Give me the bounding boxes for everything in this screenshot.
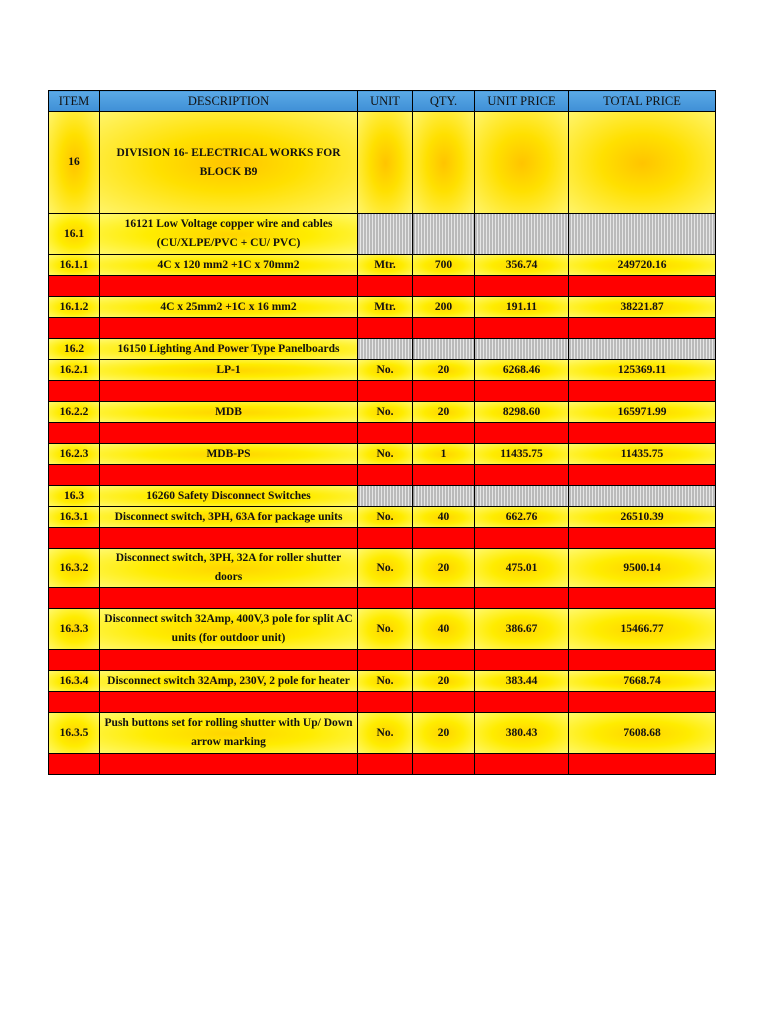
spacer-cell [49, 423, 100, 444]
unit-cell: No. [358, 609, 413, 650]
spacer-row [49, 588, 716, 609]
spacer-row [49, 318, 716, 339]
spacer-cell [49, 528, 100, 549]
description-cell: Disconnect switch 32Amp, 230V, 2 pole for heater [100, 671, 358, 692]
total-price-cell: 165971.99 [569, 402, 716, 423]
boq-table [48, 90, 716, 775]
spacer-cell [358, 381, 413, 402]
spacer-cell [413, 650, 475, 671]
qty-cell: 700 [413, 255, 475, 276]
spacer-row [49, 650, 716, 671]
item-cell: 16.2.1 [49, 360, 100, 381]
spacer-cell [358, 692, 413, 713]
unit-price-cell: 8298.60 [475, 402, 569, 423]
item-cell: 16.1 [49, 214, 100, 255]
spacer-cell [569, 276, 716, 297]
spacer-cell [475, 465, 569, 486]
item-cell: 16.3.4 [49, 671, 100, 692]
division-unit-price-cell [475, 112, 569, 214]
unit-cell: Mtr. [358, 255, 413, 276]
spacer-row [49, 528, 716, 549]
unit-price-cell: 6268.46 [475, 360, 569, 381]
spacer-cell [475, 588, 569, 609]
table-row [49, 549, 716, 588]
qty-cell: 200 [413, 297, 475, 318]
spacer-cell [569, 754, 716, 775]
spacer-cell [358, 276, 413, 297]
spacer-cell [49, 588, 100, 609]
item-cell: 16.1.2 [49, 297, 100, 318]
table-row [49, 360, 716, 381]
division-item: 16 [49, 112, 100, 214]
spacer-cell [413, 423, 475, 444]
unit-cell: No. [358, 713, 413, 754]
spacer-cell [100, 650, 358, 671]
spacer-cell [475, 318, 569, 339]
spacer-cell [569, 692, 716, 713]
spacer-cell [569, 465, 716, 486]
spacer-cell [100, 318, 358, 339]
spacer-cell [358, 318, 413, 339]
hatch-cell [475, 486, 569, 507]
hatch-cell [569, 339, 716, 360]
spacer-cell [49, 650, 100, 671]
table-row [49, 255, 716, 276]
item-cell: 16.3.3 [49, 609, 100, 650]
spacer-cell [413, 465, 475, 486]
unit-price-cell: 356.74 [475, 255, 569, 276]
spacer-row [49, 465, 716, 486]
hatch-cell [413, 339, 475, 360]
description-cell: Disconnect switch, 3PH, 32A for roller shutter doors [100, 549, 358, 588]
spacer-cell [413, 276, 475, 297]
spacer-cell [100, 381, 358, 402]
item-cell: 16.2.3 [49, 444, 100, 465]
col-unit-price-header: UNIT PRICE [475, 91, 569, 112]
spacer-cell [475, 692, 569, 713]
spacer-cell [358, 528, 413, 549]
hatch-cell [475, 214, 569, 255]
unit-cell: No. [358, 360, 413, 381]
spacer-cell [100, 528, 358, 549]
unit-cell: No. [358, 444, 413, 465]
qty-cell: 1 [413, 444, 475, 465]
section-row [49, 486, 716, 507]
description-cell: Push buttons set for rolling shutter with Up/ Down arrow marking [100, 713, 358, 754]
header-row [49, 91, 716, 112]
spacer-row [49, 423, 716, 444]
hatch-cell [358, 486, 413, 507]
hatch-cell [475, 339, 569, 360]
qty-cell: 20 [413, 549, 475, 588]
total-price-cell: 11435.75 [569, 444, 716, 465]
unit-price-cell: 11435.75 [475, 444, 569, 465]
description-cell: MDB [100, 402, 358, 423]
table-row [49, 609, 716, 650]
total-price-cell: 125369.11 [569, 360, 716, 381]
item-cell: 16.2 [49, 339, 100, 360]
spacer-cell [358, 754, 413, 775]
total-price-cell: 249720.16 [569, 255, 716, 276]
hatch-cell [569, 214, 716, 255]
spacer-cell [569, 588, 716, 609]
table-row [49, 713, 716, 754]
unit-price-cell: 662.76 [475, 507, 569, 528]
spacer-cell [100, 465, 358, 486]
spacer-cell [475, 381, 569, 402]
table-row [49, 402, 716, 423]
spacer-cell [49, 754, 100, 775]
total-price-cell: 7668.74 [569, 671, 716, 692]
section-row [49, 214, 716, 255]
division-description: DIVISION 16- ELECTRICAL WORKS FOR BLOCK B9 [100, 112, 358, 214]
spacer-cell [475, 528, 569, 549]
spacer-cell [569, 650, 716, 671]
spacer-row [49, 692, 716, 713]
spacer-cell [413, 318, 475, 339]
spacer-cell [475, 276, 569, 297]
hatch-cell [413, 214, 475, 255]
unit-cell: Mtr. [358, 297, 413, 318]
spacer-cell [49, 465, 100, 486]
item-cell: 16.3.1 [49, 507, 100, 528]
spacer-row [49, 276, 716, 297]
col-unit-header: UNIT [358, 91, 413, 112]
item-cell: 16.2.2 [49, 402, 100, 423]
spacer-cell [475, 423, 569, 444]
spacer-cell [358, 650, 413, 671]
total-price-cell: 7608.68 [569, 713, 716, 754]
division-row [49, 112, 716, 214]
description-cell: 4C x 120 mm2 +1C x 70mm2 [100, 255, 358, 276]
spacer-cell [413, 588, 475, 609]
spacer-cell [569, 381, 716, 402]
spacer-cell [413, 754, 475, 775]
qty-cell: 20 [413, 360, 475, 381]
spacer-cell [413, 381, 475, 402]
item-cell: 16.1.1 [49, 255, 100, 276]
hatch-cell [569, 486, 716, 507]
hatch-cell [413, 486, 475, 507]
spacer-cell [49, 381, 100, 402]
unit-price-cell: 386.67 [475, 609, 569, 650]
spacer-cell [475, 650, 569, 671]
spacer-cell [49, 692, 100, 713]
unit-cell: No. [358, 507, 413, 528]
unit-cell: No. [358, 549, 413, 588]
spacer-cell [413, 528, 475, 549]
spacer-cell [569, 423, 716, 444]
total-price-cell: 15466.77 [569, 609, 716, 650]
description-cell: 16121 Low Voltage copper wire and cables (CU/XLPE/PVC + CU/ PVC) [100, 214, 358, 255]
spacer-cell [569, 318, 716, 339]
spacer-cell [569, 528, 716, 549]
col-description-header: DESCRIPTION [100, 91, 358, 112]
item-cell: 16.3.5 [49, 713, 100, 754]
spacer-cell [358, 588, 413, 609]
description-cell: 4C x 25mm2 +1C x 16 mm2 [100, 297, 358, 318]
table-row [49, 444, 716, 465]
spacer-cell [100, 754, 358, 775]
division-qty-cell [413, 112, 475, 214]
unit-price-cell: 475.01 [475, 549, 569, 588]
description-cell: Disconnect switch 32Amp, 400V,3 pole for split AC units (for outdoor unit) [100, 609, 358, 650]
qty-cell: 20 [413, 402, 475, 423]
spacer-cell [100, 276, 358, 297]
spacer-cell [49, 318, 100, 339]
hatch-cell [358, 339, 413, 360]
qty-cell: 20 [413, 671, 475, 692]
unit-cell: No. [358, 402, 413, 423]
qty-cell: 40 [413, 507, 475, 528]
table-row [49, 507, 716, 528]
hatch-cell [358, 214, 413, 255]
spacer-row [49, 381, 716, 402]
qty-cell: 20 [413, 713, 475, 754]
item-cell: 16.3 [49, 486, 100, 507]
description-cell: LP-1 [100, 360, 358, 381]
col-total-price-header: TOTAL PRICE [569, 91, 716, 112]
spacer-cell [358, 465, 413, 486]
description-cell: MDB-PS [100, 444, 358, 465]
total-price-cell: 38221.87 [569, 297, 716, 318]
unit-price-cell: 191.11 [475, 297, 569, 318]
description-cell: 16150 Lighting And Power Type Panelboards [100, 339, 358, 360]
table-row [49, 671, 716, 692]
qty-cell: 40 [413, 609, 475, 650]
spacer-cell [358, 423, 413, 444]
col-qty-header: QTY. [413, 91, 475, 112]
spacer-row [49, 754, 716, 775]
item-cell: 16.3.2 [49, 549, 100, 588]
unit-cell: No. [358, 671, 413, 692]
unit-price-cell: 380.43 [475, 713, 569, 754]
total-price-cell: 9500.14 [569, 549, 716, 588]
description-cell: Disconnect switch, 3PH, 63A for package units [100, 507, 358, 528]
spacer-cell [100, 588, 358, 609]
spacer-cell [100, 423, 358, 444]
unit-price-cell: 383.44 [475, 671, 569, 692]
spacer-cell [413, 692, 475, 713]
col-item-header: ITEM [49, 91, 100, 112]
division-total-price-cell [569, 112, 716, 214]
section-row [49, 339, 716, 360]
spacer-cell [49, 276, 100, 297]
spacer-cell [100, 692, 358, 713]
division-unit-cell [358, 112, 413, 214]
table-row [49, 297, 716, 318]
spacer-cell [475, 754, 569, 775]
total-price-cell: 26510.39 [569, 507, 716, 528]
description-cell: 16260 Safety Disconnect Switches [100, 486, 358, 507]
